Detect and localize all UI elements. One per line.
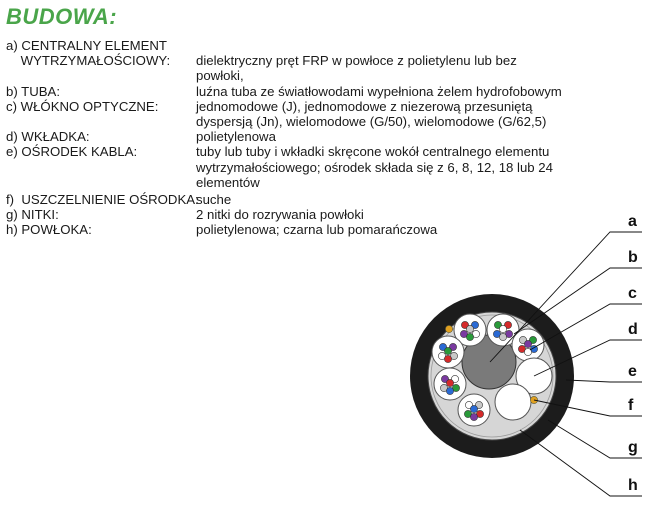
optical-fiber: [470, 405, 477, 412]
spec-label-e: e) OŚRODEK KABLA:: [6, 144, 138, 160]
filler-insert: [495, 384, 531, 420]
callout-letter-f: f: [628, 397, 634, 414]
spec-value-b: luźna tuba ze światłowodami wypełniona żelem hydrofobowym: [196, 83, 562, 99]
callout-letter-c: c: [628, 285, 637, 302]
spec-value-d: polietylenowa: [196, 129, 276, 145]
spec-value-e: tuby lub tuby i wkładki skręcone wokół centralnego elementu wytrzymałościowego; ośrodek składa się z 6, 8, 12, 18 lub 24 elementów: [196, 144, 553, 190]
section-heading: BUDOWA:: [6, 4, 118, 29]
optical-fiber: [499, 325, 506, 332]
callout-letter-h: h: [628, 477, 638, 494]
callout-letter-a: a: [628, 213, 637, 230]
spec-value-a: dielektryczny pręt FRP w powłoce z polietylenu lub bez powłoki,: [196, 53, 517, 84]
callout-line: [566, 380, 642, 382]
spec-label-b: b) TUBA:: [6, 83, 60, 99]
optical-fiber: [466, 325, 473, 332]
spec-label-h: h) POWŁOKA:: [6, 222, 92, 238]
spec-label-g: g) NITKI:: [6, 207, 59, 223]
callout-letter-e: e: [628, 363, 637, 380]
spec-value-g: 2 nitki do rozrywania powłoki: [196, 207, 364, 223]
callout-letter-d: d: [628, 321, 638, 338]
callout-letter-g: g: [628, 439, 638, 456]
spec-value-f: suche: [196, 192, 232, 208]
spec-label-f: f) USZCZELNIENIE OŚRODKA:: [6, 192, 199, 208]
spec-value-c: jednomodowe (J), jednomodowe z niezerową przesuniętą dyspersją (Jn), wielomodowe (G/50), wielomodowe (G/62,5): [196, 98, 547, 130]
optical-fiber: [446, 387, 453, 394]
spec-label-a: a) CENTRALNY ELEMENT WYTRZYMAŁOŚCIOWY:: [6, 38, 171, 69]
optical-fiber: [524, 340, 531, 347]
optical-fiber: [499, 333, 506, 340]
optical-fiber: [444, 347, 451, 354]
optical-fiber: [446, 379, 453, 386]
callout-letter-b: b: [628, 249, 638, 266]
optical-fiber: [470, 413, 477, 420]
spec-label-d: d) WKŁADKA:: [6, 129, 90, 145]
ripcord: [445, 325, 452, 332]
optical-fiber: [444, 355, 451, 362]
spec-label-c: c) WŁÓKNO OPTYCZNE:: [6, 98, 159, 114]
spec-value-h: polietylenowa; czarna lub pomarańczowa: [196, 222, 438, 238]
optical-fiber: [466, 333, 473, 340]
